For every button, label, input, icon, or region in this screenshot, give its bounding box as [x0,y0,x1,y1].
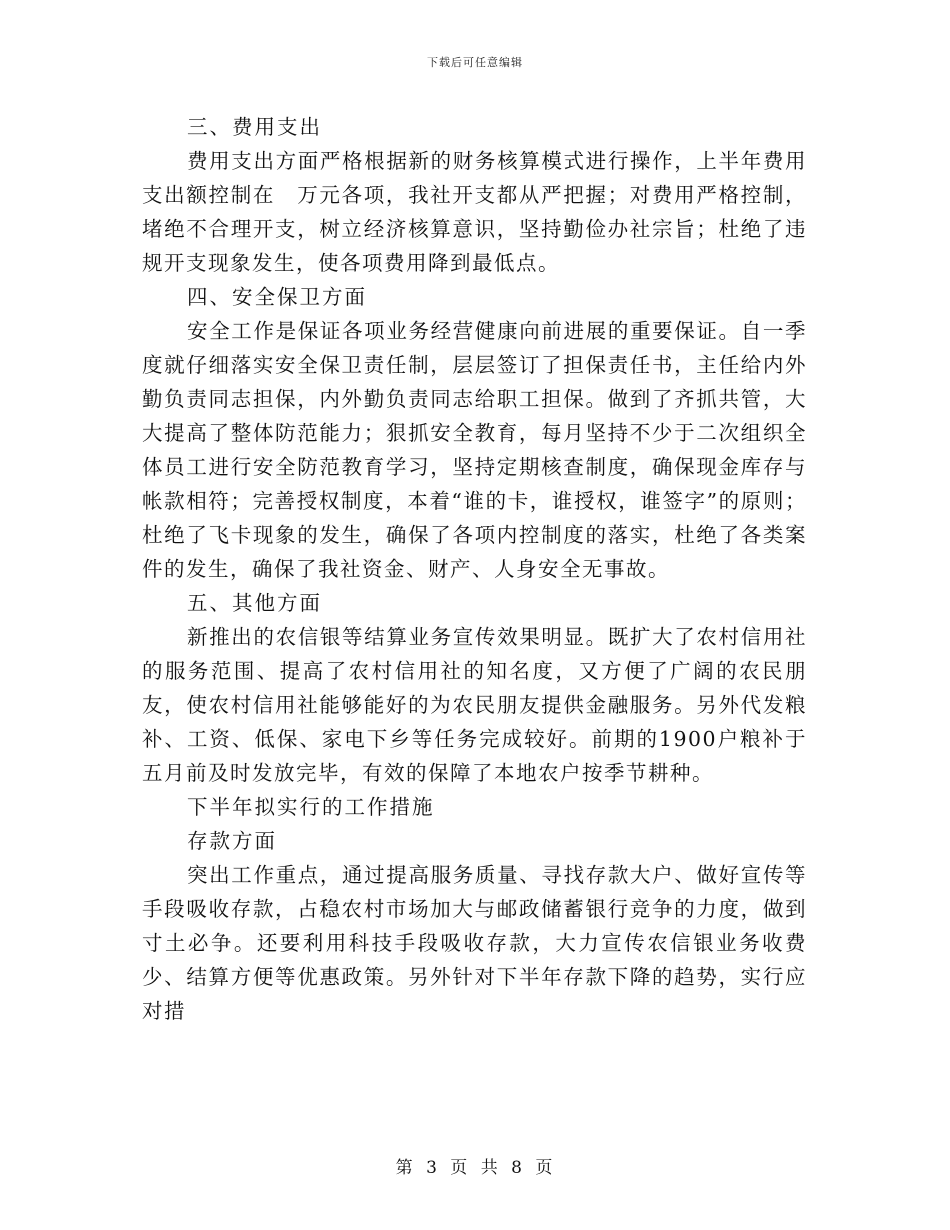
paragraph-other: 新推出的农信银等结算业务宣传效果明显。既扩大了农村信用社的服务范围、提高了农村信用社的知名度，又方便了广阔的农民朋友，使农村信用社能够能好的为农民朋友提供金融服务。另外代发粮补、工资、低保、家电下乡等任务完成较好。前期的1900户粮补于五月前及时发放完毕，有效的保障了本地农户按季节耕种。 [142,625,807,785]
section-heading-expenses: 三、费用支出 [187,115,322,139]
paragraph-security: 安全工作是保证各项业务经营健康向前进展的重要保证。自一季度就仔细落实安全保卫责任制，层层签订了担保责任书，主任给内外勤负责同志担保，内外勤负责同志给职工担保。做到了齐抓共管，大大提高了整体防范能力；狠抓安全教育，每月坚持不少于二次组织全体员工进行安全防范教育学习，坚持定期核查制度，确保现金库存与帐款相符；完善授权制度，本着“谁的卡，谁授权，谁签字”的原则；杜绝了飞卡现象的发生，确保了各项内控制度的落实，杜绝了各类案件的发生，确保了我社资金、财产、人身安全无事故。 [142,319,807,581]
paragraph-expenses: 费用支出方面严格根据新的财务核算模式进行操作，上半年费用支出额控制在 万元各项，我社开支都从严把握；对费用严格控制，堵绝不合理开支，树立经济核算意识，坚持勤俭办社宗旨；杜绝了违规开支现象发生，使各项费用降到最低点。 [142,149,807,275]
section-heading-security: 四、安全保卫方面 [187,285,367,309]
document-body [142,110,807,1028]
section-heading-other: 五、其他方面 [187,591,322,615]
section-heading-deposits: 存款方面 [187,829,277,853]
page-number-footer: 第 3 页 共 8 页 [395,1158,555,1178]
section-heading-second-half-measures: 下半年拟实行的工作措施 [187,795,435,819]
page-header: 下载后可任意编辑 [427,56,523,69]
paragraph-deposits: 突出工作重点，通过提高服务质量、寻找存款大户、做好宣传等手段吸收存款，占稳农村市场加大与邮政储蓄银行竞争的力度，做到寸土必争。还要利用科技手段吸收存款，大力宣传农信银业务收费少、结算方便等优惠政策。另外针对下半年存款下降的趋势，实行应对措 [142,863,807,1023]
